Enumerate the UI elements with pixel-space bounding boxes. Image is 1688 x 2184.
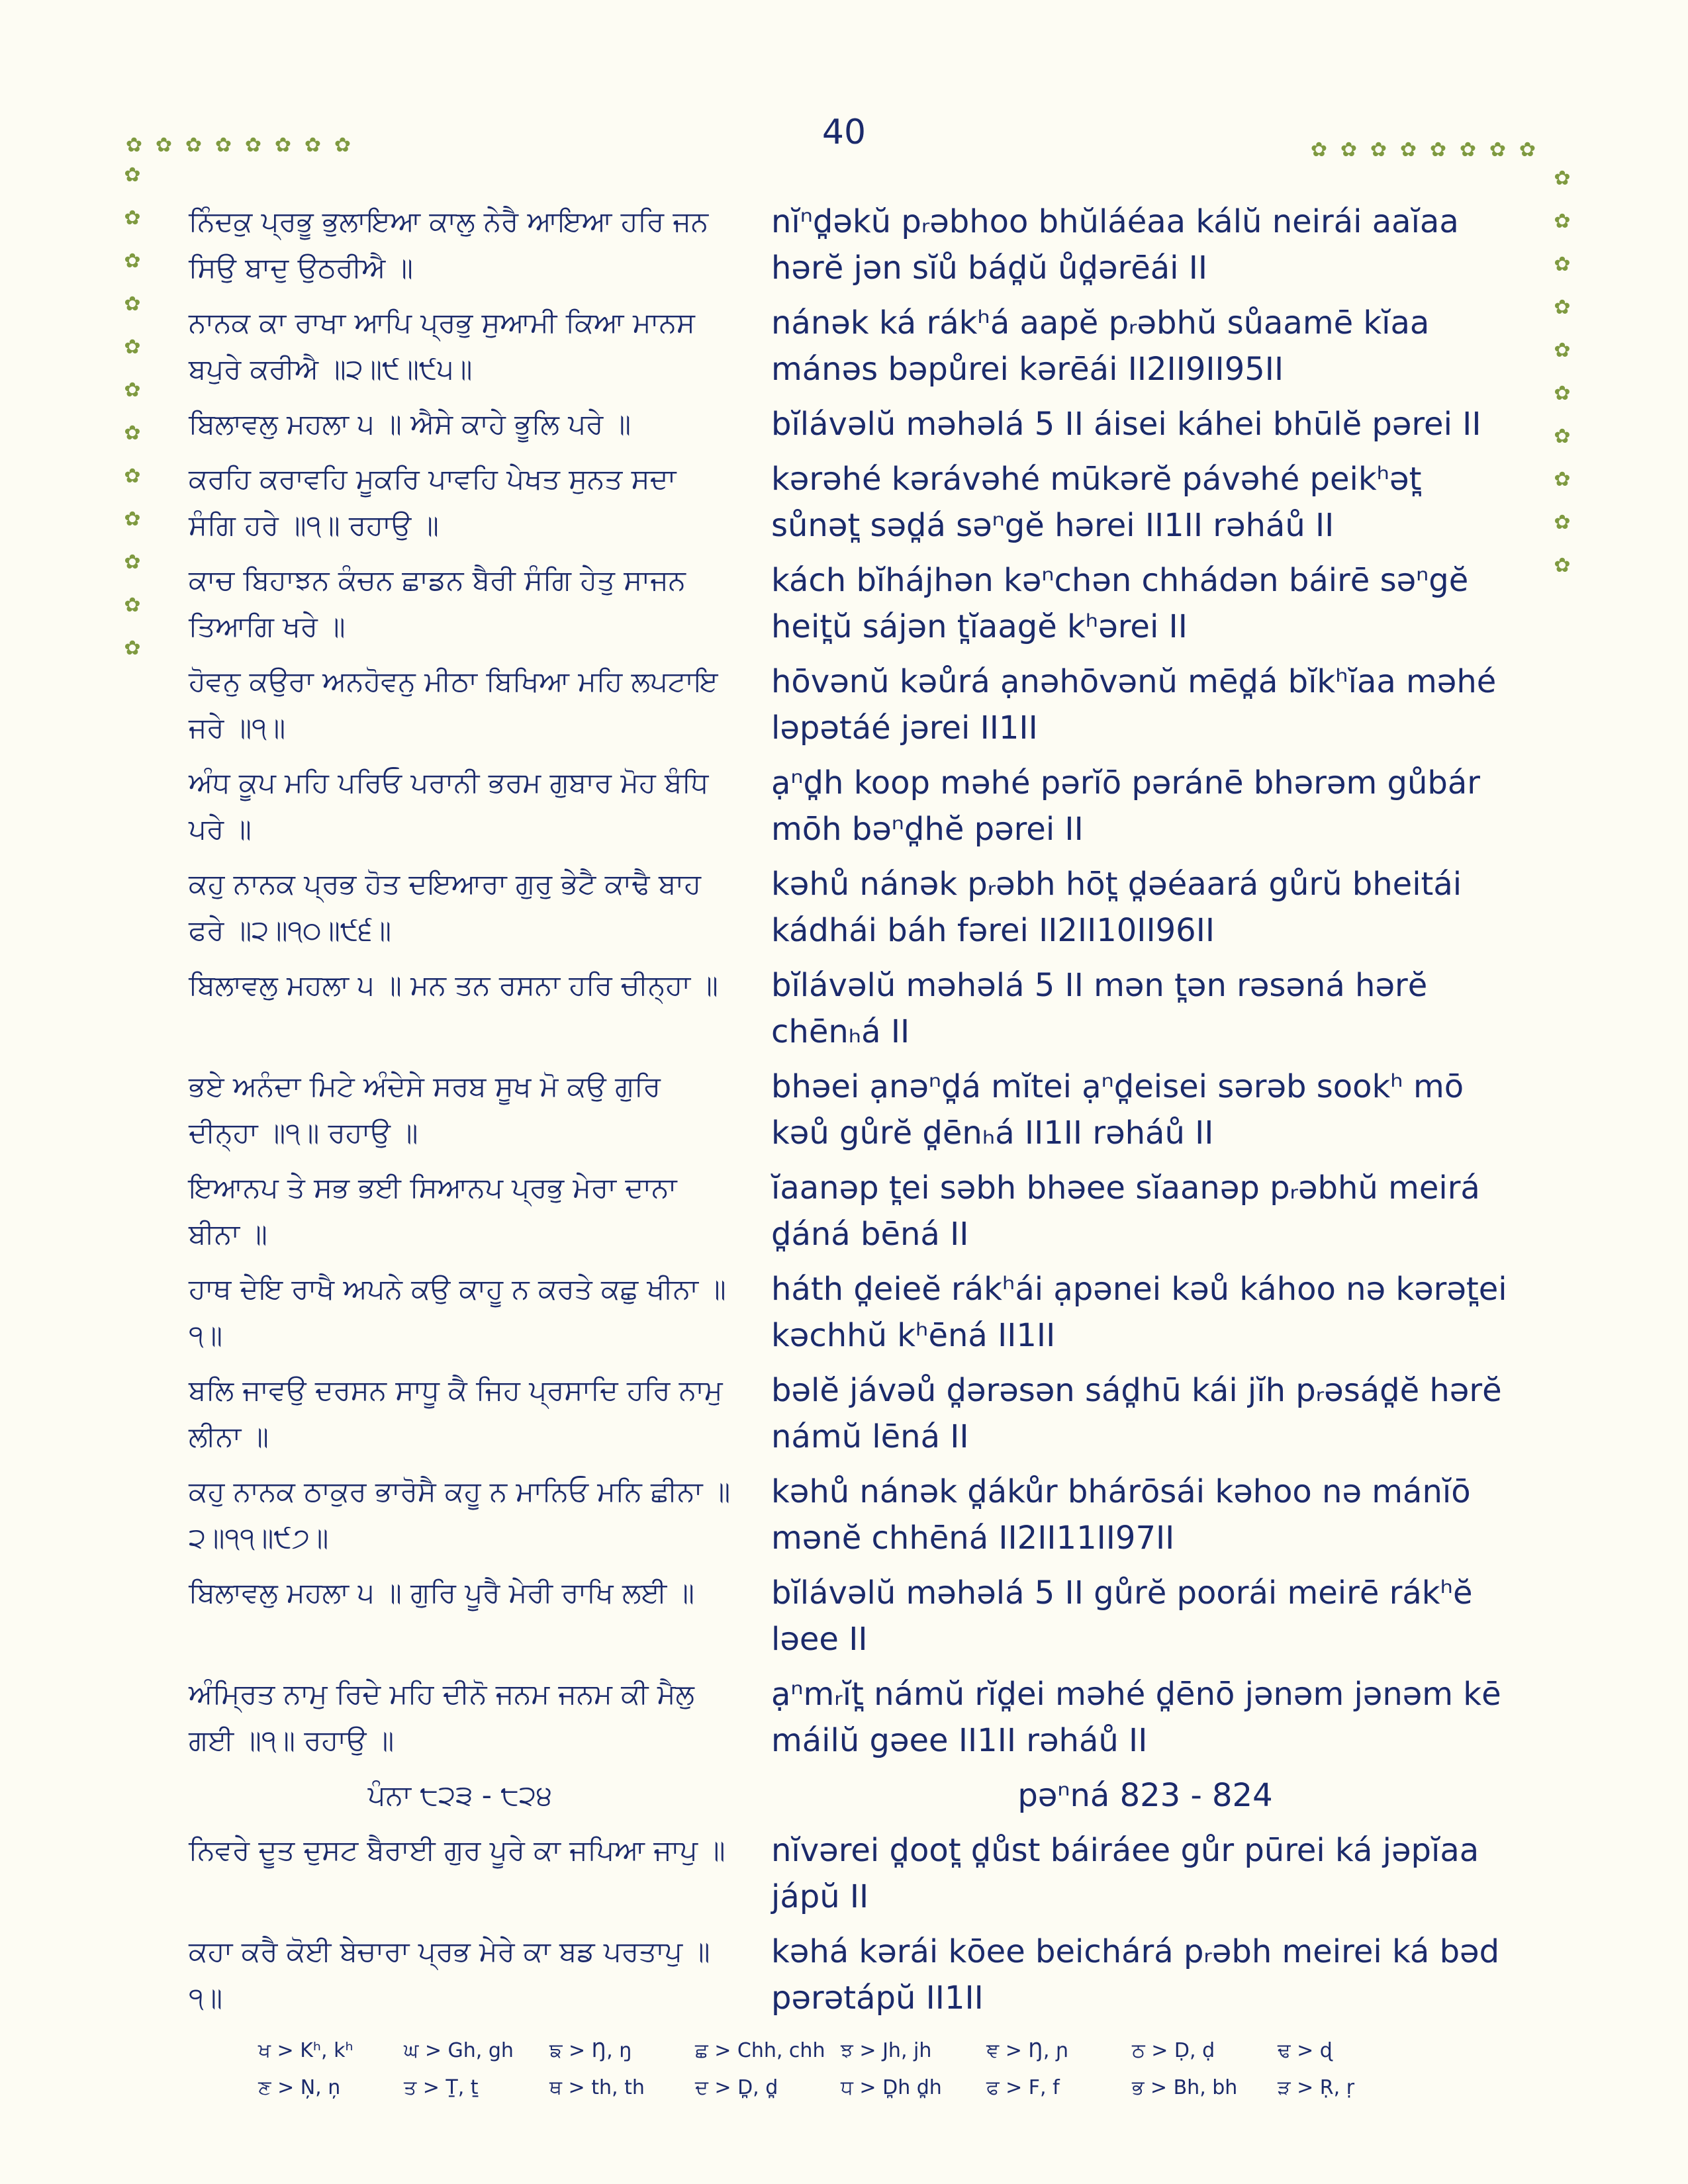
flower-icon: ✿ xyxy=(274,134,292,157)
flower-icon: ✿ xyxy=(1554,210,1571,233)
gurmukhi-verse: ਅੰਮ੍ਰਿਤ ਨਾਮੁ ਰਿਦੇ ਮਹਿ ਦੀਨੋ ਜਨਮ ਜਨਮ ਕੀ ਮੈਲੁ ਗਈ ॥੧॥ ਰਹਾਉ ॥ xyxy=(189,1678,694,1756)
transliteration: bĭlávəlŭ məhəlá 5 II gůrĕ poorái meirē rákʰĕ ləee II xyxy=(771,1574,1473,1658)
legend-entry: ਢ > ɖ xyxy=(1278,2038,1333,2062)
transliteration: nĭⁿd̪əkŭ pᵣəbhoo bhŭláéaa kálŭ neirái aaĭaa hərĕ jən sĭů bád̪ŭ ůd̪ərēái II xyxy=(771,203,1459,287)
transliteration: bĭlávəlŭ məhəlá 5 II mən t̪ən rəsəná hərĕ chēnₕá II xyxy=(771,967,1428,1050)
page-number: 40 xyxy=(821,113,867,152)
transliteration: háth d̪eieĕ rákʰái ạpənei kəů káhoo nə kərət̪ei kəchhŭ kʰēná II1II xyxy=(771,1271,1507,1354)
gurmukhi-verse: ਅੰਧ ਕੂਪ ਮਹਿ ਪਰਿਓ ਪਰਾਨੀ ਭਰਮ ਗੁਬਾਰ ਮੋਹ ਬੰਧਿ ਪਰੇ ॥ xyxy=(189,766,709,845)
gurmukhi-verse: ਹੋਵਨੁ ਕਉਰਾ ਅਨਹੋਵਨੁ ਮੀਠਾ ਬਿਖਿਆ ਮਹਿ ਲਪਟਾਇ ਜਰੇ ॥੧॥ xyxy=(189,665,718,744)
transliteration: hōvənŭ kəůrá ạnəhōvənŭ mēd̪á bĭkʰĭaa məhé ləpətáé jərei II1II xyxy=(771,663,1497,747)
verse-row xyxy=(189,1165,1519,1257)
verse-row xyxy=(189,199,1519,291)
gurmukhi-verse: ਬਿਲਾਵਲੁ ਮਹਲਾ ੫ ॥ ਗੁਰਿ ਪੂਰੈ ਮੇਰੀ ਰਾਖਿ ਲਈ ॥ xyxy=(189,1576,694,1609)
gurmukhi-verse: ਕਹੁ ਨਾਨਕ ਪ੍ਰਭ ਹੋਤ ਦਇਆਰਾ ਗੁਰੁ ਭੇਟੈ ਕਾਢੈ ਬਾਹ ਫਰੇ ॥੨॥੧੦॥੯੬॥ xyxy=(189,868,702,946)
flower-icon: ✿ xyxy=(124,379,141,402)
gurmukhi-verse: ਹਾਥ ਦੇਇ ਰਾਖੈ ਅਪਨੇ ਕਉ ਕਾਹੂ ਨ ਕਰਤੇ ਕਛੁ ਖੀਨਾ ॥੧॥ xyxy=(189,1273,726,1351)
transliteration: kərəhé kərávəhé mūkərĕ pávəhé peikʰət̪ sůnət̪ səd̪á səⁿgĕ hərei II1II rəháů II xyxy=(771,461,1422,544)
legend-entry: ਛ > Chh, chh xyxy=(695,2038,825,2062)
ornament-right xyxy=(1552,169,1572,576)
flower-icon: ✿ xyxy=(155,134,173,157)
gurmukhi-verse: ਨਾਨਕ ਕਾ ਰਾਖਾ ਆਪਿ ਪ੍ਰਭੁ ਸੁਆਮੀ ਕਿਆ ਮਾਨਸ ਬਪੁਰੇ ਕਰੀਐ ॥੨॥੯॥੯੫॥ xyxy=(189,306,695,385)
flower-icon: ✿ xyxy=(124,465,141,488)
transliteration: ạⁿd̪h koop məhé pərĭō pəránē bhərəm gůbár mōh bəⁿd̪hĕ pərei II xyxy=(771,764,1480,848)
verse-row xyxy=(189,1929,1519,2021)
verse-row xyxy=(189,1671,1519,1764)
gurmukhi-verse: ਇਆਨਪ ਤੇ ਸਭ ਭਈ ਸਿਆਨਪ ਪ੍ਰਭੁ ਮੇਰਾ ਦਾਨਾ ਬੀਨਾ ॥ xyxy=(189,1171,677,1250)
verse-row xyxy=(189,1367,1519,1460)
flower-icon: ✿ xyxy=(124,594,141,617)
flower-icon: ✿ xyxy=(1554,382,1571,405)
gurmukhi-verse: ਬਿਲਾਵਲੁ ਮਹਲਾ ੫ ॥ ਐਸੇ ਕਾਹੇ ਭੂਲਿ ਪਰੇ ॥ xyxy=(189,408,632,440)
flower-icon: ✿ xyxy=(1554,253,1571,276)
flower-icon: ✿ xyxy=(1340,138,1358,161)
verse-row xyxy=(189,659,1519,751)
flower-icon: ✿ xyxy=(1554,468,1571,491)
ornament-top-right xyxy=(1307,140,1539,160)
flower-icon: ✿ xyxy=(124,336,141,359)
flower-icon: ✿ xyxy=(1554,554,1571,577)
gurmukhi-verse: ਕਹੁ ਨਾਨਕ ਠਾਕੁਰ ਭਾਰੋਸੈ ਕਹੂ ਨ ਮਾਨਿਓ ਮਨਿ ਛੀਨਾ ॥੨॥੧੧॥੯੭॥ xyxy=(189,1475,731,1554)
verse-row xyxy=(189,1827,1519,1920)
flower-icon: ✿ xyxy=(1554,339,1571,362)
transliteration: kəhů nánək pᵣəbh hōt̪ d̪əéaará gůrŭ bheitái kádhái báh fərei II2II10II96II xyxy=(771,866,1462,949)
flower-icon: ✿ xyxy=(1310,138,1328,161)
flower-icon: ✿ xyxy=(124,206,141,230)
verse-row xyxy=(189,1469,1519,1561)
flower-icon: ✿ xyxy=(1554,425,1571,448)
verse-row xyxy=(189,1570,1519,1662)
gurmukhi-verse: ਕਾਚ ਬਿਹਾਝਨ ਕੰਚਨ ਛਾਡਨ ਬੈਰੀ ਸੰਗਿ ਹੇਤੁ ਸਾਜਨ ਤਿਆਗਿ ਖਰੇ ॥ xyxy=(189,564,686,643)
transliteration: nánək ká rákʰá aapĕ pᵣəbhŭ sůaamē kĭaa mánəs bəpůrei kərēái II2II9II95II xyxy=(771,304,1430,388)
legend-entry: ਘ > Gh, gh xyxy=(404,2038,514,2062)
legend-entry: ਦ > D̪, d̪ xyxy=(695,2075,778,2099)
transliteration: kəhá kərái kōee beichárá pᵣəbh meirei ká bəd pərətápŭ II1II xyxy=(771,1933,1500,2017)
gurmukhi-verse: ਨਿਵਰੇ ਦੂਤ ਦੁਸਟ ਬੈਰਾਈ ਗੁਰ ਪੂਰੇ ਕਾ ਜਪਿਆ ਜਾਪੁ ॥ xyxy=(189,1834,726,1866)
flower-icon: ✿ xyxy=(1459,138,1477,161)
flower-icon: ✿ xyxy=(125,134,143,157)
verse-row xyxy=(189,962,1519,1055)
transliteration: kách bĭhájhən kəⁿchən chhádən báirē səⁿgĕ heit̪ŭ sájən t̪ĭaagĕ kʰərei II xyxy=(771,562,1469,645)
flower-icon: ✿ xyxy=(1554,296,1571,319)
gurmukhi-verse: ਕਰਹਿ ਕਰਾਵਹਿ ਮੂਕਰਿ ਪਾਵਹਿ ਪੇਖਤ ਸੁਨਤ ਸਦਾ ਸੰਗਿ ਹਰੇ ॥੧॥ ਰਹਾਉ ॥ xyxy=(189,463,677,541)
legend-entry: ਞ > Ŋ, ɲ xyxy=(986,2038,1069,2062)
transliteration: bəlĕ jávəů d̪ərəsən sád̪hū kái jĭh pᵣəsád̪ĕ hərĕ námŭ lēná II xyxy=(771,1372,1502,1455)
gurmukhi-verse: ਭਏ ਅਨੰਦਾ ਮਿਟੇ ਅੰਦੇਸੇ ਸਰਬ ਸੂਖ ਮੋ ਕਉ ਗੁਰਿ ਦੀਨ੍ਹਾ ॥੧॥ ਰਹਾਉ ॥ xyxy=(189,1070,661,1149)
flower-icon: ✿ xyxy=(334,134,352,157)
flower-icon: ✿ xyxy=(1554,167,1571,190)
legend-entry: ਠ > Ḍ, ḍ xyxy=(1132,2038,1215,2062)
verse-row xyxy=(189,401,1519,447)
transliteration: nĭvərei d̪oot̪ d̪ůst báiráee gůr pūrei ká jəpĭaa jápŭ II xyxy=(771,1832,1479,1915)
flower-icon: ✿ xyxy=(1489,138,1507,161)
panna-transliteration: pəⁿná 823 - 824 xyxy=(1017,1777,1273,1814)
verse-row xyxy=(189,861,1519,954)
gurmukhi-verse: ਬਲਿ ਜਾਵਉ ਦਰਸਨ ਸਾਧੂ ਕੈ ਜਿਹ ਪ੍ਰਸਾਦਿ ਹਰਿ ਨਾਮੁ ਲੀਨਾ ॥ xyxy=(189,1374,723,1453)
verse-row xyxy=(189,1064,1519,1156)
legend-entry: ਤ > Ṯ, ṯ xyxy=(404,2075,479,2099)
verse-row xyxy=(189,557,1519,650)
flower-icon: ✿ xyxy=(124,551,141,574)
gurmukhi-verse: ਨਿੰਦਕੁ ਪ੍ਰਭੂ ਭੁਲਾਇਆ ਕਾਲੁ ਨੇਰੈ ਆਇਆ ਹਰਿ ਜਨ ਸਿਉ ਬਾਦੁ ਉਠਰੀਐ ॥ xyxy=(189,205,709,284)
flower-icon: ✿ xyxy=(124,637,141,660)
flower-icon: ✿ xyxy=(185,134,203,157)
legend-row xyxy=(258,2069,1450,2106)
legend-entry: ਝ > Jh, jh xyxy=(841,2038,932,2062)
transliteration: bĭlávəlŭ məhəlá 5 II áisei káhei bhūlĕ pərei II xyxy=(771,406,1481,443)
panna-gurmukhi: ਪੰਨਾ ੮੨੩ - ੮੨੪ xyxy=(367,1779,553,1811)
flower-icon: ✿ xyxy=(1370,138,1387,161)
flower-icon: ✿ xyxy=(124,293,141,316)
gurmukhi-verse: ਬਿਲਾਵਲੁ ਮਹਲਾ ੫ ॥ ਮਨ ਤਨ ਰਸਨਾ ਹਰਿ ਚੀਨ੍ਹਾ ॥ xyxy=(189,969,718,1001)
flower-icon: ✿ xyxy=(124,163,141,187)
verse-table xyxy=(189,199,1519,2019)
flower-icon: ✿ xyxy=(1399,138,1417,161)
verse-row xyxy=(189,456,1519,549)
transliteration: ạⁿmᵣĭt̪ námŭ rĭd̪ei məhé d̪ēnō jənəm jənəm kē máilŭ gəee II1II rəháů II xyxy=(771,1676,1501,1759)
legend-entry: ਖ > Kʰ, kʰ xyxy=(258,2038,353,2062)
gurmukhi-verse: ਕਹਾ ਕਰੈ ਕੋਈ ਬੇਚਾਰਾ ਪ੍ਰਭ ਮੇਰੇ ਕਾ ਬਡ ਪਰਤਾਪੁ ॥੧॥ xyxy=(189,1935,710,2014)
flower-icon: ✿ xyxy=(124,508,141,531)
verse-row xyxy=(189,300,1519,392)
flower-icon: ✿ xyxy=(1429,138,1447,161)
ornament-top-left xyxy=(122,136,354,156)
legend-row xyxy=(258,2032,1450,2069)
flower-icon: ✿ xyxy=(304,134,322,157)
legend-entry: ਭ > Bh, bh xyxy=(1132,2075,1238,2099)
transliteration: kəhů nánək d̪ákůr bhárōsái kəhoo nə mánĭō mənĕ chhēná II2II11II97II xyxy=(771,1473,1471,1557)
legend-entry: ਥ > th, th xyxy=(549,2075,645,2099)
verse-row xyxy=(189,760,1519,852)
transliteration-legend xyxy=(258,2032,1450,2106)
legend-entry: ਣ > Ņ, ņ xyxy=(258,2075,341,2099)
verse-row xyxy=(189,1266,1519,1359)
transliteration: bhəei ạnəⁿd̪á mĭtei ạⁿd̪eisei sərəb sookʰ mō kəů gůrĕ d̪ēnₕá II1II rəháů II xyxy=(771,1068,1464,1152)
flower-icon: ✿ xyxy=(124,250,141,273)
legend-entry: ਙ > Ŋ, ŋ xyxy=(549,2038,632,2062)
legend-entry: ਧ > D̪h d̪h xyxy=(841,2075,942,2099)
legend-entry: ੜ > Ṛ, ṛ xyxy=(1278,2075,1355,2099)
flower-icon: ✿ xyxy=(1554,511,1571,534)
flower-icon: ✿ xyxy=(124,422,141,445)
flower-icon: ✿ xyxy=(1519,138,1536,161)
flower-icon: ✿ xyxy=(214,134,232,157)
ornament-left xyxy=(122,165,142,659)
flower-icon: ✿ xyxy=(244,134,262,157)
panna-row xyxy=(189,1772,1519,1819)
legend-entry: ਫ > F, f xyxy=(986,2075,1060,2099)
transliteration: ĭaanəp t̪ei səbh bhəee sĭaanəp pᵣəbhŭ meirá d̪áná bēná II xyxy=(771,1169,1480,1253)
